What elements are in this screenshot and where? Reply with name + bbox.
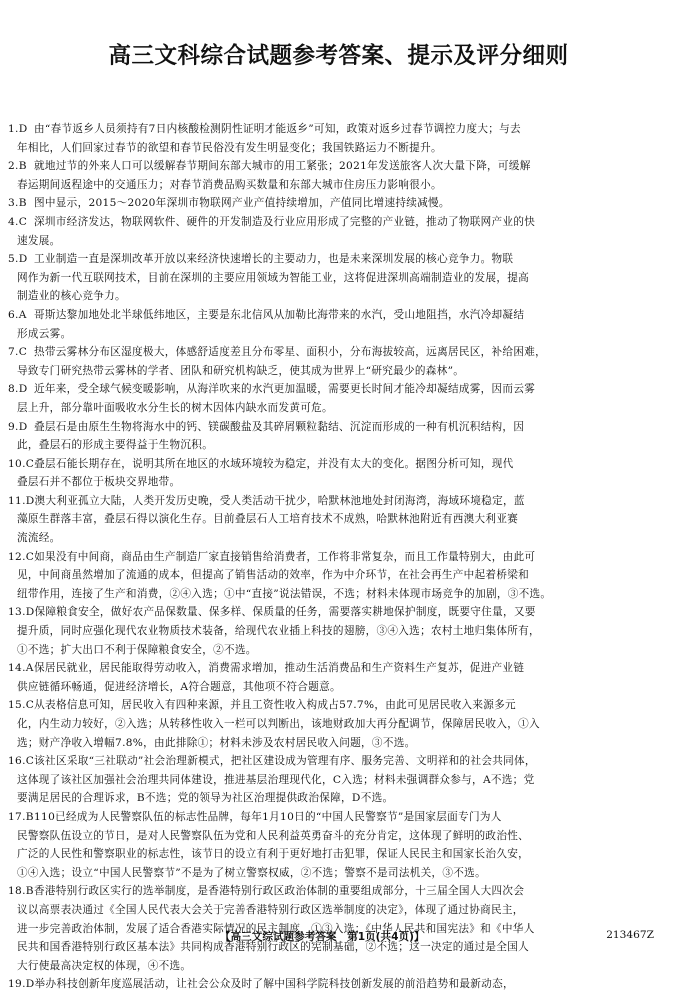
answer-first-line — [0, 120, 677, 139]
answer-number: 17.B — [8, 810, 34, 823]
answer-text: 民共和国香港特别行政区基本法》共同构成香港特别行政区的宪制基础，②不选；这一决定的通过是全国人 — [17, 941, 530, 954]
answer-text: 见，中间商虽然增加了流通的成本，但提高了销售活动的效率，作为中介环节，在社会再生产中起着桥梁和 — [17, 569, 530, 582]
answer-text: 提升质，同时应强化现代农业物质技术装备，给现代农业插上科技的翅膀，③④入选；农村土地归集体所有， — [17, 625, 540, 638]
answer-text: 纽带作用，连接了生产和消费，②④入选；①中“直接”说法错误，不选；材料未体现市场竞争的加剧，③不选。 — [17, 587, 552, 600]
answer-text: 化，内生动力较好，②入选；从转移性收入一栏可以判断出，该地财政加大再分配调节，保障居民收入，①入 — [17, 718, 540, 730]
answer-text: 近年来，受全球气候变暖影响，从海洋吹来的水汽更加温暖，需要更长时间才能冷却凝结成雾，因而云雾 — [34, 383, 536, 396]
answer-text: 层上升，部分靠叶面吸收水分生长的树木因体内缺水而发黄可危。 — [17, 401, 333, 414]
answer-text: 供应链循环畅通，促进经济增长，A符合题意，其他项不符合题意。 — [17, 680, 341, 693]
answer-text: 选；财产净收入增幅7.8%，由此排除①；材料未涉及农村居民收入问题，③不选。 — [17, 736, 416, 749]
answer-item — [0, 306, 677, 343]
answer-item — [0, 418, 677, 455]
answer-text: 哥斯达黎加地处北半球低纬地区，主要是东北信风从加勒比海带来的水汽，受山地阻挡，水汽冷却凝结 — [34, 308, 525, 321]
answer-text: 香港特别行政区实行的选举制度，是香港特别行政区政治体制的重要组成部分，十三届全国人大四次会 — [34, 885, 525, 898]
answer-number: 3.B — [8, 197, 27, 210]
answer-continuation-line — [0, 827, 677, 846]
answer-continuation-line — [0, 957, 677, 976]
answer-number: 6.A — [8, 308, 27, 321]
answer-number: 15.C — [8, 699, 35, 712]
answer-continuation-line — [0, 232, 677, 251]
answer-item — [0, 696, 677, 752]
answer-continuation-line — [0, 864, 677, 883]
answer-text: 保居民就业，居民能取得劳动收入，消费需求增加，推动生活消费品和生产资料生产复苏，促进产业链 — [34, 662, 525, 675]
answer-continuation-line — [0, 139, 677, 158]
answer-item — [0, 548, 677, 604]
answer-first-line — [0, 213, 677, 232]
answer-continuation-line — [0, 641, 677, 660]
answer-continuation-line — [0, 789, 677, 808]
answer-continuation-line — [0, 362, 677, 381]
answer-first-line — [0, 455, 677, 474]
answer-number: 19.D — [8, 978, 35, 991]
answer-number: 13.D — [8, 606, 35, 619]
answer-continuation-line — [0, 436, 677, 455]
answer-first-line — [0, 752, 677, 771]
page-footer — [0, 929, 677, 954]
answer-item — [0, 120, 677, 157]
answer-first-line — [0, 975, 677, 994]
answer-item — [0, 343, 677, 380]
answer-item — [0, 380, 677, 417]
answer-text: 要满足居民的合理诉求，B不选；党的领导为社区治理提供政治保障，D不选。 — [17, 792, 394, 805]
answer-continuation-line — [0, 510, 677, 529]
answer-text: 此，叠层石的形成主要得益于生物沉积。 — [17, 439, 214, 452]
answer-text: ①不选；扩大出口不利于保障粮食安全，②不选。 — [17, 643, 257, 656]
answer-continuation-line — [0, 325, 677, 344]
answer-item — [0, 455, 677, 492]
answer-text: 如果没有中间商，商品由生产制造厂家直接销售给消费者，工作将非常复杂，而且工作量特别大，由此可 — [34, 550, 536, 563]
answer-number: 7.C — [8, 346, 28, 359]
answer-text: 广泛的人民性和警察职业的标志性，该节日的设立有利于更好地打击犯罪，保证人民民主和国家长治久安， — [17, 848, 530, 861]
answer-item — [0, 250, 677, 306]
answer-number: 1.D — [8, 123, 28, 135]
answer-first-line — [0, 306, 677, 325]
answer-continuation-line — [0, 901, 677, 920]
answer-text: 图中显示，2015～2020年深圳市物联网产业产值持续增加，产值同比增速持续减慢。 — [34, 197, 450, 210]
answer-text: 议以高票表决通过《全国人民代表大会关于完善香港特别行政区选举制度的决定》，体现了通过协商民主， — [17, 903, 524, 916]
answer-item — [0, 975, 677, 994]
answer-first-line — [0, 696, 677, 715]
answer-number: 4.C — [8, 215, 28, 228]
answer-text: 由“春节返乡人员须持有7日内核酸检测阴性证明才能返乡”可知，政策对返乡过春节调控力度大；与去 — [34, 123, 521, 135]
answer-first-line — [0, 882, 677, 901]
answer-first-line — [0, 194, 677, 213]
answer-number: 18.B — [8, 885, 34, 898]
answer-list — [0, 120, 677, 994]
answer-continuation-line — [0, 622, 677, 641]
answer-first-line — [0, 343, 677, 362]
answer-continuation-line — [0, 399, 677, 418]
answer-text: ①④入选；设立“中国人民警察节”不是为了树立警察权威，②不选；警察不是司法机关，③不选。 — [17, 866, 486, 879]
answer-item — [0, 603, 677, 659]
answer-text: 制造业的核心竞争力。 — [17, 290, 126, 303]
answer-first-line — [0, 418, 677, 437]
answer-text: 该社区采取“三社联动”社会治理新模式，把社区建设成为管理有序、服务完善、文明祥和的社会共同体， — [34, 755, 536, 768]
answer-text: 形成云雾。 — [17, 327, 72, 340]
answer-continuation-line — [0, 176, 677, 195]
answer-text: 流流经。 — [17, 532, 61, 545]
answer-first-line — [0, 492, 677, 511]
answer-continuation-line — [0, 715, 677, 734]
answer-text: 导致专门研究热带云雾林的学者、团队和研究机构缺乏，使其成为世界上“研究最少的森林”。 — [17, 364, 465, 377]
footer-page-info: 【高三文综试题参考答案 第1页(共4页)】 — [220, 931, 425, 943]
answer-text: 澳大利亚孤立大陆，人类开发历史晚，受人类活动干扰少，哈默林池地处封闭海湾，海域环境稳定，蓝 — [34, 494, 525, 507]
answer-text: 深圳市经济发达，物联网软件、硬件的开发制造及行业应用形成了完整的产业链，推动了物联网产业的快 — [34, 215, 536, 228]
answer-text: 叠层石并不都位于板块交界地带。 — [17, 476, 181, 489]
answer-item — [0, 213, 677, 250]
answer-text: 网作为新一代互联网技术，目前在深圳的主要应用领域为智能工业，这将促进深圳高端制造业的发展，提高 — [17, 271, 530, 284]
answer-number: 2.B — [8, 160, 27, 173]
answer-first-line — [0, 548, 677, 567]
answer-first-line — [0, 808, 677, 827]
answer-first-line — [0, 603, 677, 622]
answer-item — [0, 157, 677, 194]
answer-text: 保障粮食安全，做好农产品保数量、保多样、保质量的任务，需要落实耕地保护制度，既要守住量，又要 — [34, 606, 536, 619]
answer-text: 进一步完善政治体制，发展了适合香港实际情况的民主制度，①③入选；《中华人民共和国宪法》和《中华人 — [17, 922, 535, 935]
answer-text: 110已经成为人民警察队伍的标志性品牌，每年1月10日的“中国人民警察节”是国家层面专门为人 — [34, 810, 502, 823]
answer-text: 大行使最高决定权的体现，④不选。 — [17, 959, 192, 972]
answer-continuation-line — [0, 845, 677, 864]
answer-text: 这体现了该社区加强社会治理共同体建设，推进基层治理现代化，C入选；材料未强调群众参与，A不选；党 — [17, 773, 535, 786]
answer-item — [0, 752, 677, 808]
answer-text: 叠层石能长期存在，说明其所在地区的水域环境较为稳定，并没有太大的变化。据图分析可知，现代 — [34, 457, 514, 470]
answer-continuation-line — [0, 566, 677, 585]
answer-number: 16.C — [8, 755, 35, 768]
answer-text: 叠层石是由原生生物将海水中的钙、镁碳酸盐及其碎屑颗粒黏结、沉淀而形成的一种有机沉积结构，因 — [34, 420, 525, 433]
answer-continuation-line — [0, 678, 677, 697]
answer-first-line — [0, 659, 677, 678]
answer-text: 民警察队伍设立的节日，是对人民警察队伍为党和人民利益英勇奋斗的充分肯定，这体现了鲜明的政治性、 — [17, 829, 530, 842]
answer-text: 速发展。 — [17, 234, 61, 247]
answer-text: 年相比，人们回家过春节的欲望和春节民俗没有发生明显变化；我国铁路运力不断提升。 — [17, 141, 442, 154]
answer-continuation-line — [0, 585, 677, 604]
answer-continuation-line — [0, 529, 677, 548]
answer-continuation-line — [0, 771, 677, 790]
answer-number: 11.D — [8, 494, 35, 507]
answer-text: 藻原生群落丰富，叠层石得以演化生存。目前叠层石人工培育技术不成熟，哈默林池附近有西澳大利亚赛 — [17, 513, 519, 526]
page-title: 高三文科综合试题参考答案、提示及评分细则 — [108, 43, 569, 69]
answer-item — [0, 808, 677, 882]
answer-number: 9.D — [8, 420, 28, 433]
answer-item — [0, 659, 677, 696]
answer-number: 12.C — [8, 550, 35, 563]
answer-first-line — [0, 380, 677, 399]
answer-text: 举办科技创新年度巡展活动，让社会公众及时了解中国科学院科技创新发展的前沿趋势和最新动态， — [34, 978, 514, 991]
answer-number: 14.A — [8, 662, 34, 675]
footer-code: 213467Z — [606, 929, 654, 941]
answer-continuation-line — [0, 287, 677, 306]
answer-item — [0, 194, 677, 213]
answer-first-line — [0, 250, 677, 269]
answer-continuation-line — [0, 269, 677, 288]
answer-text: 从表格信息可知，居民收入有四种来源，并且工资性收入构成占57.7%，由此可见居民收入来源多元 — [34, 699, 516, 712]
answer-text: 热带云雾林分布区湿度极大，体感舒适度差且分布零星、面积小，分布海拔较高，远离居民区，补给困难， — [34, 346, 547, 359]
answer-first-line — [0, 157, 677, 176]
answer-text: 就地过节的外来人口可以缓解春节期间东部大城市的用工紧张；2021年发送旅客人次大量下降，可缓解 — [34, 160, 531, 173]
answer-text: 春运期间返程途中的交通压力；对春节消费品购买数量和东部大城市住房压力影响很小。 — [17, 178, 442, 191]
answer-number: 5.D — [8, 253, 28, 266]
answer-continuation-line — [0, 734, 677, 753]
answer-continuation-line — [0, 473, 677, 492]
answer-number: 10.C — [8, 457, 35, 470]
answer-number: 8.D — [8, 383, 28, 396]
answer-item — [0, 492, 677, 548]
answer-text: 工业制造一直是深圳改革开放以来经济快速增长的主要动力，也是未来深圳发展的核心竞争力。物联 — [34, 253, 514, 266]
